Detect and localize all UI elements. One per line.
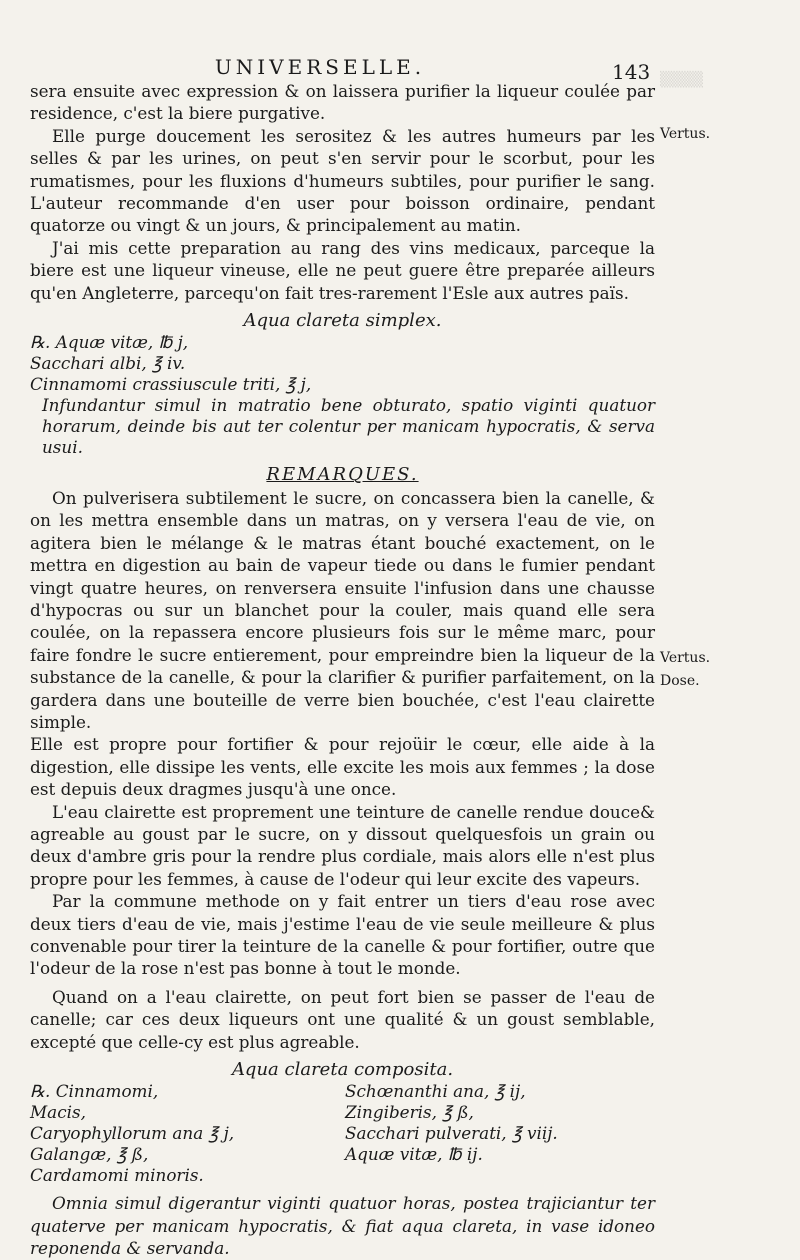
recipe-line: Cinnamomi crassiuscule triti, ℥ j,: [30, 374, 312, 395]
ingredient: ℞. Cinnamomi,: [30, 1081, 159, 1102]
recipe: [30, 332, 655, 458]
paragraph: On pulverisera subtilement le sucre, on concassera bien la canelle, & on les mettra ensemble dans un matras, on y versera l'eau de vie, on agitera bien le mélange & le matras étant bouché exactement, on le mettra en digestion au bain de vapeur tiede ou dans le fumier pendant vingt quatre heures, on renversera ensuite l'infusion dans une chausse d'hypocras ou sur un blanchet pour la couler, mais quand elle sera coulée, on la repassera encore plusieurs fois sur le même marc, pour faire fondre le sucre entierement, pour empreindre bien la liqueur de la substance de la canelle, & pour la clarifier & purifier parfaitement, on la gardera dans une bouteille de verre bien bouchée, c'est l'eau clairette simple.: [30, 487, 655, 732]
paragraph: J'ai mis cette preparation au rang des vins medicaux, parceque la biere est une liqueur vineuse, elle ne peut guere être preparée ailleurs qu'en Angleterre, parcequ'on fait tres-rarement l'Esle aux autres païs.: [30, 237, 655, 303]
ingredient: Macis,: [30, 1102, 86, 1123]
paragraph: Par la commune methode on y fait entrer un tiers d'eau rose avec deux tiers d'eau de vie, mais j'estime l'eau de vie seule meilleure & plus convenable pour tirer la teinture de la canelle & pour fortifier, outre que l'odeur de la rose n'est pas bonne à tout le monde.: [30, 891, 655, 979]
recipe-line: Sacchari albi, ℥ iv.: [30, 353, 186, 374]
recipe-title: Aqua clareta simplex.: [243, 310, 442, 332]
margin-note-vertus: Vertus.: [660, 650, 711, 666]
paragraph: Elle est propre pour fortifier & pour rejoüir le cœur, elle aide à la digestion, elle dissipe les vents, elle excite les mois aux femmes ; la dose est depuis deux dragmes jusqu'à une once.: [30, 734, 655, 800]
recipe-instruction: Omnia simul digerantur viginti quatuor horas, postea trajiciantur ter quaterve per manicam hypocratis, & fiat aqua clareta, in vase idoneo reponenda & servanda.: [30, 1193, 655, 1259]
ingredients-left-column: [30, 1081, 345, 1186]
running-header: UNIVERSELLE.: [214, 55, 426, 79]
ingredient: Galangæ, ℥ ß,: [30, 1144, 149, 1165]
recipe-line: ℞. Aquæ vitæ, ℔ j,: [30, 332, 189, 353]
ingredient: Zingiberis, ℥ ß,: [345, 1102, 474, 1123]
remarques-title: REMARQUES.: [266, 464, 419, 486]
ingredient: Sacchari pulverati, ℥ viij.: [345, 1123, 558, 1144]
paragraph: Elle purge doucement les serositez & les autres humeurs par les selles & par les urines, on peut s'en servir pour le scorbut, pour les rumatismes, pour les fluxions d'humeurs subtiles, pour purifier le sang. L'auteur recommande d'en user pour boisson ordinaire, pendant quatorze ou vingt & un jours, & principalement au matin.: [30, 125, 655, 236]
paragraph: sera ensuite avec expression & on laissera purifier la liqueur coulée par residence, c'est la biere purgative.: [30, 81, 655, 124]
margin-note-vertus: Vertus.: [660, 126, 711, 142]
ingredient: Schœnanthi ana, ℥ ij,: [345, 1081, 526, 1102]
paragraph: Quand on a l'eau clairette, on peut fort bien se passer de l'eau de canelle; car ces deux liqueurs ont une qualité & un goust semblable, excepté que celle-cy est plus agreable.: [30, 986, 655, 1052]
recipe-line: Infundantur simul in matratio bene obturato, spatio viginti quatuor horarum, deinde bis aut ter colentur per manicam hypocratis, & serva usui.: [42, 395, 655, 458]
page-number: 143: [612, 60, 651, 84]
bleed-through: ▒▒▒▒: [660, 72, 704, 88]
margin-note-dose: Dose.: [660, 673, 700, 689]
page-body: [30, 80, 655, 1260]
paragraph: L'eau clairette est proprement une teinture de canelle rendue douce& agreable au goust par le sucre, on y dissout quelquesfois un grain ou deux d'ambre gris pour la rendre plus cordiale, mais alors elle n'est plus propre pour les femmes, à cause de l'odeur qui leur excite des vapeurs.: [30, 801, 655, 889]
ingredient: Caryophyllorum ana ℥ j,: [30, 1123, 235, 1144]
recipe-title: Aqua clareta composita.: [231, 1059, 454, 1081]
recipe-ingredients: [30, 1081, 655, 1186]
ingredient: Aquæ vitæ, ℔ ij.: [345, 1144, 483, 1165]
ingredient: Cardamomi minoris.: [30, 1165, 204, 1186]
ingredients-right-column: [345, 1081, 655, 1186]
